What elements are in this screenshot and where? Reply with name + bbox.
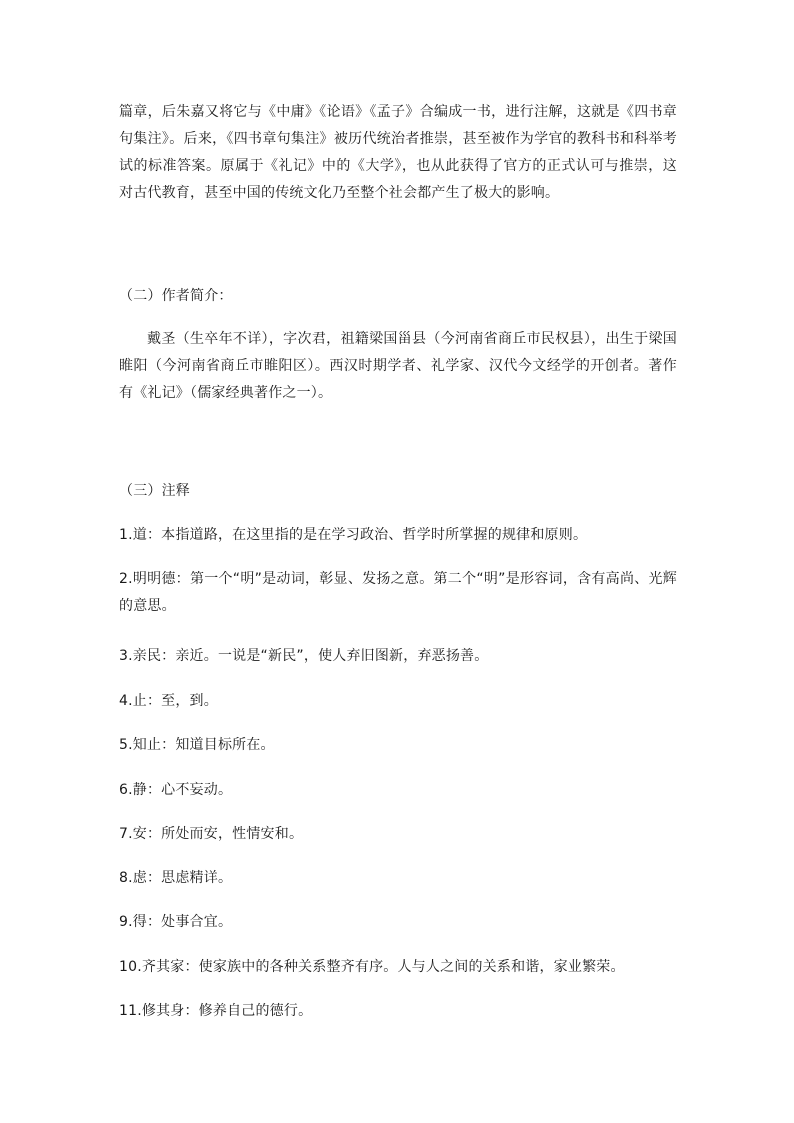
note-item-7: 7.安：所处而安，性情安和。 [119,826,304,842]
note-item-6: 6.静：心不妄动。 [119,782,233,798]
note-item-2 [119,566,677,620]
intro-paragraph-block [119,99,677,207]
note-item-2-text: 2.明明德：第一个“明”是动词，彰显、发扬之意。第二个“明”是形容词，含有高尚、光辉的意思。 [119,571,677,614]
notes-heading: （三）注释 [119,483,190,499]
note-item-1: 1.道：本指道路，在这里指的是在学习政治、哲学时所掌握的规律和原则。 [119,527,588,543]
note-item-10: 10.齐其家：使家族中的各种关系整齐有序。人与人之间的关系和谐，家业繁荣。 [119,959,625,975]
note-item-8: 8.虑：思虑精详。 [119,870,233,886]
author-paragraph: 戴圣（生卒年不详），字次君，祖籍梁国甾县（今河南省商丘市民权县），出生于梁国睢阳（今河南省商丘市睢阳区）。西汉时期学者、礼学家、汉代今文经学的开创者。著作有《礼记》（儒家经典著作之一）。 [119,331,677,401]
note-item-5: 5.知止：知道目标所在。 [119,737,275,753]
note-item-3: 3.亲民：亲近。一说是“新民”，使人弃旧图新，弃恶扬善。 [119,648,489,664]
author-heading: （二）作者简介： [119,288,233,304]
author-paragraph-block [119,326,677,407]
note-item-9: 9.得：处事合宜。 [119,914,233,930]
note-item-4: 4.止：至，到。 [119,693,218,709]
note-item-11: 11.修其身：修养自己的德行。 [119,1003,313,1019]
intro-paragraph: 篇章，后朱嘉又将它与《中庸》《论语》《孟子》合编成一书，进行注解，这就是《四书章句集注》。后来，《四书章句集注》被历代统治者推崇，甚至被作为学官的教科书和科举考试的标准答案。原属于《礼记》中的《大学》，也从此获得了官方的正式认可与推崇，这对古代教育，甚至中国的传统文化乃至整个社会都产生了极大的影响。 [119,104,677,201]
